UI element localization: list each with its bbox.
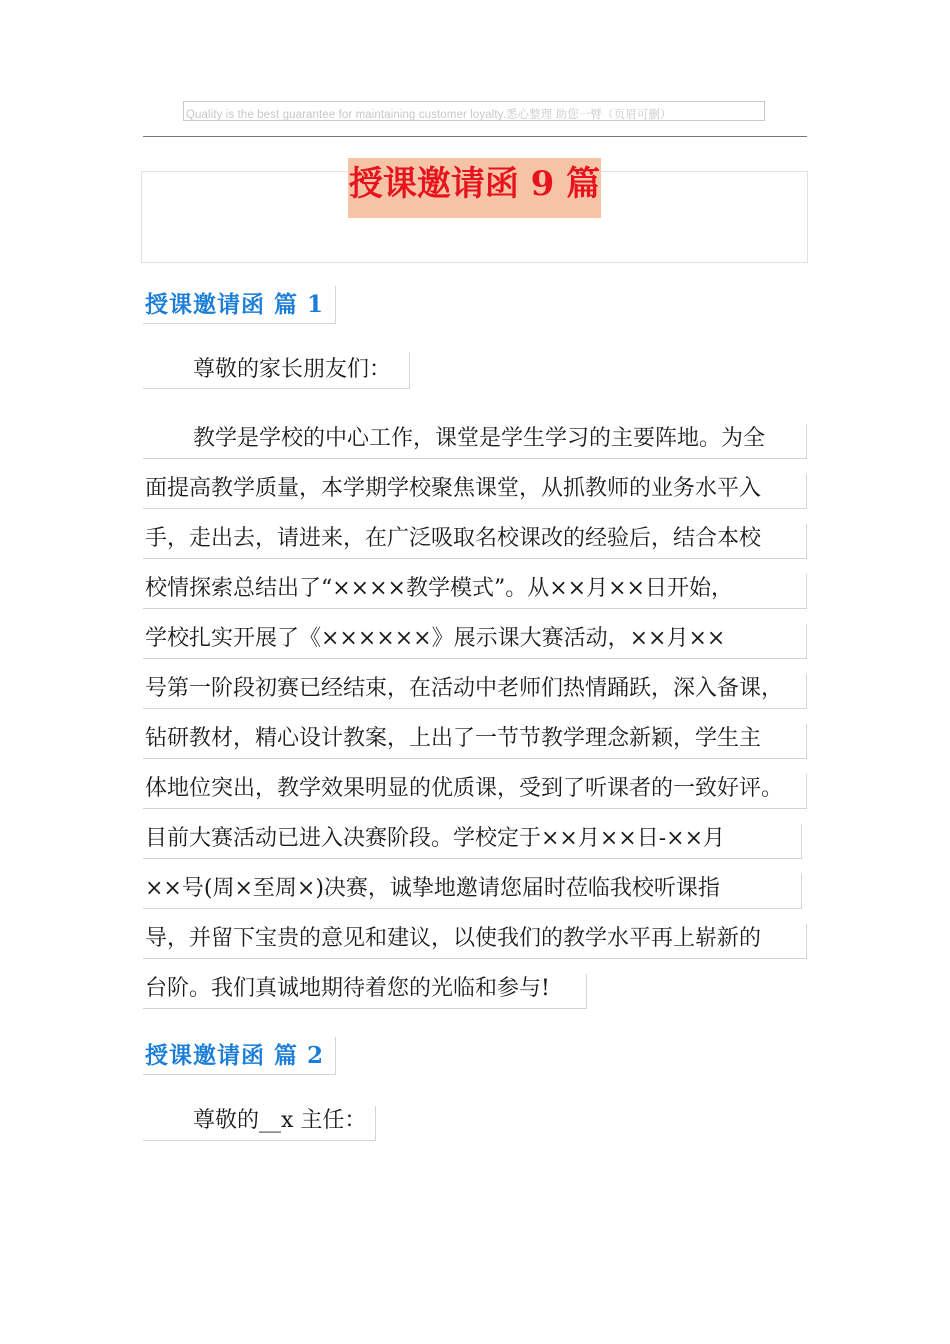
- paragraph-line: 手，走出去，请进来，在广泛吸取名校课改的经验后，结合本校: [145, 526, 762, 551]
- header-divider: [143, 136, 807, 137]
- paragraph-line: 体地位突出，教学效果明显的优质课，受到了听课者的一致好评。: [145, 776, 784, 801]
- document-title: 授课邀请函 9 篇: [348, 164, 601, 204]
- paragraph-line: 号第一阶段初赛已经结束，在活动中老师们热情踊跃，深入备课，: [145, 676, 784, 701]
- paragraph-line: 教学是学校的中心工作，课堂是学生学习的主要阵地。为全: [193, 426, 766, 451]
- paragraph-line: ××号(周×至周×)决赛，诚挚地邀请您届时莅临我校听课指: [145, 876, 720, 901]
- greeting: 尊敬的家长朋友们：: [193, 357, 392, 382]
- paragraph-line: 学校扎实开展了《××××××》展示课大赛活动，××月××: [145, 626, 726, 651]
- paragraph-line: 钻研教材，精心设计教案，上出了一节节教学理念新颖，学生主: [145, 726, 762, 751]
- paragraph-line: 目前大赛活动已进入决赛阶段。学校定于××月××日-××月: [145, 826, 726, 851]
- section-heading: 授课邀请函 篇 1: [145, 291, 325, 318]
- greeting: 尊敬的__x 主任：: [193, 1108, 367, 1133]
- paragraph-line: 导，并留下宝贵的意见和建议，以使我们的教学水平再上崭新的: [145, 926, 762, 951]
- paragraph-line: 面提高教学质量，本学期学校聚焦课堂，从抓教师的业务水平入: [145, 476, 762, 501]
- section-heading: 授课邀请函 篇 2: [145, 1042, 325, 1069]
- page-header-text: Quality is the best guarantee for maintaining customer loyalty.悉心整理 助您一臂（页眉可删）: [186, 109, 672, 121]
- paragraph-line: 台阶。我们真诚地期待着您的光临和参与!: [145, 976, 550, 1001]
- paragraph-line: 校情探索总结出了“××××教学模式”。从××月××日开始，: [145, 576, 733, 601]
